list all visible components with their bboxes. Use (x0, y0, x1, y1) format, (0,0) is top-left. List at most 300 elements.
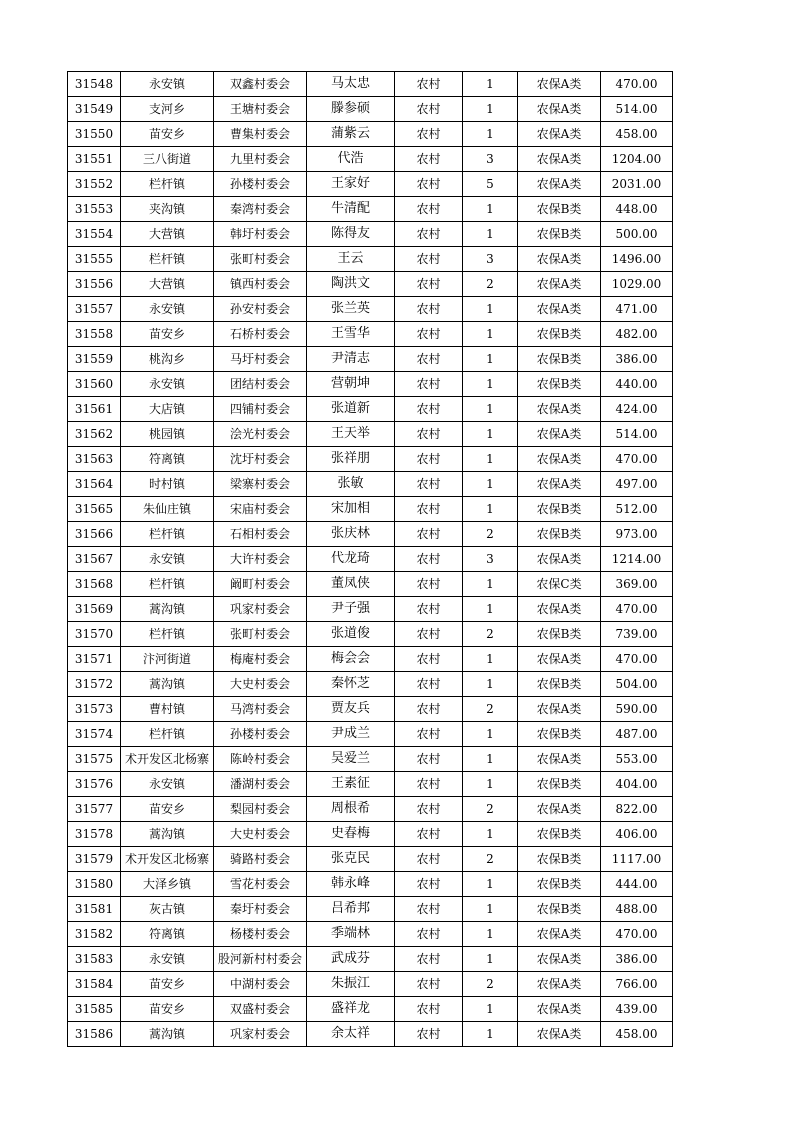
name-cell: 尹子强 (307, 597, 395, 622)
village-cell: 张町村委会 (214, 247, 307, 272)
village-cell: 巩家村委会 (214, 597, 307, 622)
count-cell: 1 (463, 747, 518, 772)
type-cell: 农村 (395, 272, 463, 297)
village-cell: 梁寨村委会 (214, 472, 307, 497)
category-cell: 农保B类 (518, 897, 601, 922)
id-cell: 31558 (68, 322, 121, 347)
table-row (68, 372, 673, 397)
town-cell: 栏杆镇 (121, 622, 214, 647)
town-cell: 苗安乡 (121, 122, 214, 147)
id-cell: 31552 (68, 172, 121, 197)
amount-cell: 439.00 (601, 997, 673, 1022)
table-row (68, 822, 673, 847)
village-cell: 团结村委会 (214, 372, 307, 397)
category-cell: 农保A类 (518, 247, 601, 272)
amount-cell: 488.00 (601, 897, 673, 922)
name-cell: 马太忠 (307, 72, 395, 97)
name-cell: 王雪华 (307, 322, 395, 347)
amount-cell: 458.00 (601, 122, 673, 147)
type-cell: 农村 (395, 422, 463, 447)
village-cell: 双盛村委会 (214, 997, 307, 1022)
id-cell: 31571 (68, 647, 121, 672)
name-cell: 滕参硕 (307, 97, 395, 122)
count-cell: 5 (463, 172, 518, 197)
count-cell: 2 (463, 697, 518, 722)
name-cell: 梅会会 (307, 647, 395, 672)
village-cell: 孙安村委会 (214, 297, 307, 322)
count-cell: 3 (463, 247, 518, 272)
table-row (68, 547, 673, 572)
category-cell: 农保B类 (518, 497, 601, 522)
amount-cell: 470.00 (601, 597, 673, 622)
name-cell: 张道新 (307, 397, 395, 422)
name-cell: 吕希邦 (307, 897, 395, 922)
town-cell: 永安镇 (121, 772, 214, 797)
table-row (68, 872, 673, 897)
count-cell: 2 (463, 797, 518, 822)
town-cell: 永安镇 (121, 547, 214, 572)
type-cell: 农村 (395, 847, 463, 872)
id-cell: 31563 (68, 447, 121, 472)
name-cell: 陶洪文 (307, 272, 395, 297)
village-cell: 孙楼村委会 (214, 172, 307, 197)
town-cell: 永安镇 (121, 947, 214, 972)
table-row (68, 347, 673, 372)
name-cell: 盛祥龙 (307, 997, 395, 1022)
name-cell: 季端林 (307, 922, 395, 947)
count-cell: 3 (463, 147, 518, 172)
id-cell: 31559 (68, 347, 121, 372)
category-cell: 农保B类 (518, 772, 601, 797)
name-cell: 余太祥 (307, 1022, 395, 1047)
town-cell: 苗安乡 (121, 972, 214, 997)
id-cell: 31566 (68, 522, 121, 547)
id-cell: 31576 (68, 772, 121, 797)
table-row (68, 922, 673, 947)
type-cell: 农村 (395, 522, 463, 547)
village-cell: 巩家村委会 (214, 1022, 307, 1047)
table-row (68, 322, 673, 347)
category-cell: 农保A类 (518, 172, 601, 197)
category-cell: 农保A类 (518, 1022, 601, 1047)
amount-cell: 487.00 (601, 722, 673, 747)
type-cell: 农村 (395, 697, 463, 722)
village-cell: 骑路村委会 (214, 847, 307, 872)
type-cell: 农村 (395, 997, 463, 1022)
id-cell: 31581 (68, 897, 121, 922)
table-row (68, 122, 673, 147)
type-cell: 农村 (395, 922, 463, 947)
amount-cell: 2031.00 (601, 172, 673, 197)
name-cell: 张敏 (307, 472, 395, 497)
village-cell: 雪花村委会 (214, 872, 307, 897)
amount-cell: 1496.00 (601, 247, 673, 272)
table-row (68, 1022, 673, 1047)
table-row (68, 697, 673, 722)
village-cell: 石桥村委会 (214, 322, 307, 347)
count-cell: 1 (463, 472, 518, 497)
village-cell: 韩圩村委会 (214, 222, 307, 247)
name-cell: 张兰英 (307, 297, 395, 322)
type-cell: 农村 (395, 222, 463, 247)
count-cell: 1 (463, 122, 518, 147)
category-cell: 农保A类 (518, 747, 601, 772)
count-cell: 1 (463, 322, 518, 347)
category-cell: 农保A类 (518, 947, 601, 972)
category-cell: 农保B类 (518, 522, 601, 547)
type-cell: 农村 (395, 647, 463, 672)
id-cell: 31574 (68, 722, 121, 747)
name-cell: 贾友兵 (307, 697, 395, 722)
amount-cell: 504.00 (601, 672, 673, 697)
town-cell: 永安镇 (121, 72, 214, 97)
table-row (68, 972, 673, 997)
category-cell: 农保A类 (518, 272, 601, 297)
id-cell: 31565 (68, 497, 121, 522)
town-cell: 栏杆镇 (121, 522, 214, 547)
type-cell: 农村 (395, 147, 463, 172)
town-cell: 栏杆镇 (121, 247, 214, 272)
category-cell: 农保B类 (518, 872, 601, 897)
type-cell: 农村 (395, 72, 463, 97)
type-cell: 农村 (395, 397, 463, 422)
table-row (68, 522, 673, 547)
count-cell: 1 (463, 647, 518, 672)
count-cell: 1 (463, 497, 518, 522)
town-cell: 苗安乡 (121, 322, 214, 347)
village-cell: 宋庙村委会 (214, 497, 307, 522)
type-cell: 农村 (395, 597, 463, 622)
count-cell: 1 (463, 897, 518, 922)
count-cell: 1 (463, 722, 518, 747)
village-cell: 梨园村委会 (214, 797, 307, 822)
category-cell: 农保B类 (518, 847, 601, 872)
town-cell: 桃园镇 (121, 422, 214, 447)
town-cell: 符离镇 (121, 447, 214, 472)
category-cell: 农保B类 (518, 372, 601, 397)
amount-cell: 386.00 (601, 947, 673, 972)
count-cell: 1 (463, 772, 518, 797)
count-cell: 2 (463, 847, 518, 872)
id-cell: 31549 (68, 97, 121, 122)
village-cell: 秦湾村委会 (214, 197, 307, 222)
town-cell: 大营镇 (121, 272, 214, 297)
id-cell: 31569 (68, 597, 121, 622)
id-cell: 31557 (68, 297, 121, 322)
village-cell: 潘湖村委会 (214, 772, 307, 797)
village-cell: 陈岭村委会 (214, 747, 307, 772)
count-cell: 1 (463, 97, 518, 122)
type-cell: 农村 (395, 247, 463, 272)
name-cell: 王天举 (307, 422, 395, 447)
category-cell: 农保A类 (518, 447, 601, 472)
table-row (68, 97, 673, 122)
village-cell: 大许村委会 (214, 547, 307, 572)
type-cell: 农村 (395, 172, 463, 197)
type-cell: 农村 (395, 572, 463, 597)
village-cell: 双鑫村委会 (214, 72, 307, 97)
id-cell: 31564 (68, 472, 121, 497)
amount-cell: 470.00 (601, 447, 673, 472)
id-cell: 31561 (68, 397, 121, 422)
category-cell: 农保B类 (518, 197, 601, 222)
table-row (68, 397, 673, 422)
type-cell: 农村 (395, 197, 463, 222)
village-cell: 秦圩村委会 (214, 897, 307, 922)
amount-cell: 514.00 (601, 422, 673, 447)
id-cell: 31555 (68, 247, 121, 272)
town-cell: 汴河街道 (121, 647, 214, 672)
name-cell: 张克民 (307, 847, 395, 872)
count-cell: 1 (463, 372, 518, 397)
table-row (68, 722, 673, 747)
town-cell: 永安镇 (121, 297, 214, 322)
category-cell: 农保B类 (518, 622, 601, 647)
town-cell: 大泽乡镇 (121, 872, 214, 897)
category-cell: 农保C类 (518, 572, 601, 597)
village-cell: 沈圩村委会 (214, 447, 307, 472)
amount-cell: 369.00 (601, 572, 673, 597)
type-cell: 农村 (395, 822, 463, 847)
village-cell: 镇西村委会 (214, 272, 307, 297)
count-cell: 1 (463, 197, 518, 222)
amount-cell: 1204.00 (601, 147, 673, 172)
type-cell: 农村 (395, 747, 463, 772)
table-row (68, 847, 673, 872)
category-cell: 农保A类 (518, 972, 601, 997)
amount-cell: 822.00 (601, 797, 673, 822)
town-cell: 桃沟乡 (121, 347, 214, 372)
id-cell: 31556 (68, 272, 121, 297)
category-cell: 农保A类 (518, 422, 601, 447)
count-cell: 1 (463, 1022, 518, 1047)
type-cell: 农村 (395, 897, 463, 922)
table-row (68, 272, 673, 297)
category-cell: 农保A类 (518, 397, 601, 422)
village-cell: 股河新村村委会 (214, 947, 307, 972)
town-cell: 栏杆镇 (121, 172, 214, 197)
count-cell: 1 (463, 872, 518, 897)
village-cell: 九里村委会 (214, 147, 307, 172)
town-cell: 术开发区北杨寨 (121, 747, 214, 772)
amount-cell: 424.00 (601, 397, 673, 422)
town-cell: 朱仙庄镇 (121, 497, 214, 522)
village-cell: 王塘村委会 (214, 97, 307, 122)
id-cell: 31567 (68, 547, 121, 572)
village-cell: 四铺村委会 (214, 397, 307, 422)
amount-cell: 514.00 (601, 97, 673, 122)
town-cell: 符离镇 (121, 922, 214, 947)
amount-cell: 590.00 (601, 697, 673, 722)
count-cell: 3 (463, 547, 518, 572)
count-cell: 1 (463, 822, 518, 847)
table-row (68, 222, 673, 247)
count-cell: 2 (463, 272, 518, 297)
type-cell: 农村 (395, 122, 463, 147)
data-table (67, 71, 673, 1047)
town-cell: 灰古镇 (121, 897, 214, 922)
count-cell: 1 (463, 572, 518, 597)
id-cell: 31550 (68, 122, 121, 147)
table-row (68, 422, 673, 447)
id-cell: 31579 (68, 847, 121, 872)
type-cell: 农村 (395, 322, 463, 347)
category-cell: 农保B类 (518, 322, 601, 347)
table-row (68, 172, 673, 197)
table-row (68, 147, 673, 172)
amount-cell: 482.00 (601, 322, 673, 347)
table-row (68, 297, 673, 322)
name-cell: 尹清志 (307, 347, 395, 372)
town-cell: 永安镇 (121, 372, 214, 397)
amount-cell: 512.00 (601, 497, 673, 522)
id-cell: 31570 (68, 622, 121, 647)
amount-cell: 444.00 (601, 872, 673, 897)
amount-cell: 1214.00 (601, 547, 673, 572)
type-cell: 农村 (395, 972, 463, 997)
category-cell: 农保A类 (518, 647, 601, 672)
category-cell: 农保A类 (518, 547, 601, 572)
name-cell: 武成芬 (307, 947, 395, 972)
type-cell: 农村 (395, 347, 463, 372)
name-cell: 周根希 (307, 797, 395, 822)
village-cell: 曹集村委会 (214, 122, 307, 147)
amount-cell: 739.00 (601, 622, 673, 647)
table-row (68, 947, 673, 972)
category-cell: 农保A类 (518, 797, 601, 822)
name-cell: 代浩 (307, 147, 395, 172)
table-row (68, 472, 673, 497)
amount-cell: 406.00 (601, 822, 673, 847)
count-cell: 1 (463, 422, 518, 447)
town-cell: 曹村镇 (121, 697, 214, 722)
type-cell: 农村 (395, 947, 463, 972)
type-cell: 农村 (395, 1022, 463, 1047)
count-cell: 1 (463, 447, 518, 472)
town-cell: 术开发区北杨寨 (121, 847, 214, 872)
town-cell: 苗安乡 (121, 797, 214, 822)
village-cell: 梅庵村委会 (214, 647, 307, 672)
town-cell: 时村镇 (121, 472, 214, 497)
category-cell: 农保B类 (518, 722, 601, 747)
amount-cell: 448.00 (601, 197, 673, 222)
name-cell: 宋加相 (307, 497, 395, 522)
id-cell: 31577 (68, 797, 121, 822)
village-cell: 杨楼村委会 (214, 922, 307, 947)
amount-cell: 386.00 (601, 347, 673, 372)
name-cell: 王云 (307, 247, 395, 272)
name-cell: 秦怀芝 (307, 672, 395, 697)
village-cell: 石相村委会 (214, 522, 307, 547)
name-cell: 张庆林 (307, 522, 395, 547)
town-cell: 大店镇 (121, 397, 214, 422)
category-cell: 农保A类 (518, 122, 601, 147)
id-cell: 31554 (68, 222, 121, 247)
name-cell: 蒲紫云 (307, 122, 395, 147)
id-cell: 31568 (68, 572, 121, 597)
id-cell: 31548 (68, 72, 121, 97)
village-cell: 阚町村委会 (214, 572, 307, 597)
type-cell: 农村 (395, 547, 463, 572)
amount-cell: 1029.00 (601, 272, 673, 297)
type-cell: 农村 (395, 497, 463, 522)
town-cell: 大营镇 (121, 222, 214, 247)
type-cell: 农村 (395, 722, 463, 747)
type-cell: 农村 (395, 772, 463, 797)
amount-cell: 404.00 (601, 772, 673, 797)
id-cell: 31572 (68, 672, 121, 697)
count-cell: 1 (463, 347, 518, 372)
category-cell: 农保A类 (518, 472, 601, 497)
category-cell: 农保A类 (518, 922, 601, 947)
type-cell: 农村 (395, 447, 463, 472)
village-cell: 孙楼村委会 (214, 722, 307, 747)
amount-cell: 766.00 (601, 972, 673, 997)
name-cell: 韩永峰 (307, 872, 395, 897)
village-cell: 浍光村委会 (214, 422, 307, 447)
name-cell: 董凤侠 (307, 572, 395, 597)
id-cell: 31584 (68, 972, 121, 997)
table-row (68, 597, 673, 622)
type-cell: 农村 (395, 372, 463, 397)
id-cell: 31573 (68, 697, 121, 722)
id-cell: 31578 (68, 822, 121, 847)
type-cell: 农村 (395, 297, 463, 322)
table-row (68, 197, 673, 222)
village-cell: 大史村委会 (214, 672, 307, 697)
type-cell: 农村 (395, 872, 463, 897)
name-cell: 尹成兰 (307, 722, 395, 747)
name-cell: 张祥朋 (307, 447, 395, 472)
name-cell: 吴爱兰 (307, 747, 395, 772)
name-cell: 牛清配 (307, 197, 395, 222)
town-cell: 苗安乡 (121, 997, 214, 1022)
category-cell: 农保B类 (518, 347, 601, 372)
count-cell: 2 (463, 972, 518, 997)
town-cell: 蒿沟镇 (121, 672, 214, 697)
amount-cell: 470.00 (601, 72, 673, 97)
id-cell: 31583 (68, 947, 121, 972)
town-cell: 蒿沟镇 (121, 822, 214, 847)
id-cell: 31551 (68, 147, 121, 172)
count-cell: 1 (463, 397, 518, 422)
town-cell: 蒿沟镇 (121, 597, 214, 622)
amount-cell: 553.00 (601, 747, 673, 772)
category-cell: 农保A类 (518, 72, 601, 97)
category-cell: 农保A类 (518, 597, 601, 622)
type-cell: 农村 (395, 97, 463, 122)
name-cell: 史春梅 (307, 822, 395, 847)
table-row (68, 247, 673, 272)
amount-cell: 1117.00 (601, 847, 673, 872)
count-cell: 1 (463, 672, 518, 697)
name-cell: 代龙琦 (307, 547, 395, 572)
category-cell: 农保B类 (518, 222, 601, 247)
category-cell: 农保B类 (518, 672, 601, 697)
village-cell: 马湾村委会 (214, 697, 307, 722)
town-cell: 栏杆镇 (121, 572, 214, 597)
table-row (68, 672, 673, 697)
category-cell: 农保A类 (518, 997, 601, 1022)
name-cell: 朱振江 (307, 972, 395, 997)
count-cell: 1 (463, 997, 518, 1022)
amount-cell: 973.00 (601, 522, 673, 547)
type-cell: 农村 (395, 797, 463, 822)
table-row (68, 72, 673, 97)
name-cell: 陈得友 (307, 222, 395, 247)
id-cell: 31562 (68, 422, 121, 447)
count-cell: 2 (463, 522, 518, 547)
